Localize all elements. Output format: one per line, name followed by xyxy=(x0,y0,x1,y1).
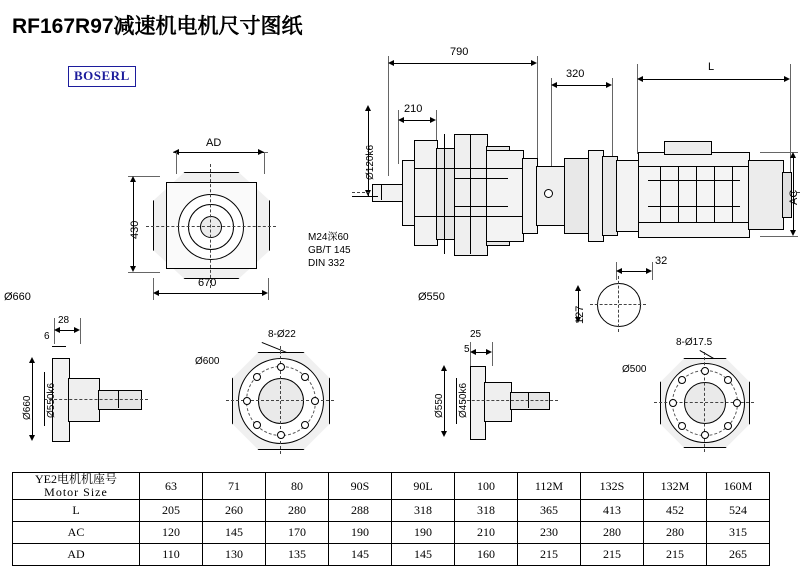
label-d660-v: Ø660 xyxy=(22,395,33,420)
table-cell: 280 xyxy=(266,500,329,522)
table-cell: 145 xyxy=(203,522,266,544)
note-m24: M24深60 xyxy=(308,232,349,243)
table-column-header: 132M xyxy=(644,473,707,500)
flange-face-b-bore xyxy=(258,378,304,424)
dim-5: 5 xyxy=(464,344,470,355)
table-column-header: 80 xyxy=(266,473,329,500)
table-cell: 230 xyxy=(518,522,581,544)
table-cell: 205 xyxy=(140,500,203,522)
table-cell: 130 xyxy=(203,544,266,566)
table-column-header: 112M xyxy=(518,473,581,500)
adapter-bolt xyxy=(544,189,553,198)
label-8x22: 8-Ø22 xyxy=(268,329,296,340)
dim-6: 6 xyxy=(44,331,50,342)
dim-d120k6: Ø120k6 xyxy=(365,144,376,180)
table-header-label: YE2电机机座号 Motor Size xyxy=(13,473,140,500)
table-column-header: 132S xyxy=(581,473,644,500)
gearbox-housing-section-3 xyxy=(454,134,488,256)
table-cell: 190 xyxy=(392,522,455,544)
label-d450k6-v: Ø450k6 xyxy=(458,382,469,418)
table-column-header: 63 xyxy=(140,473,203,500)
dim-28: 28 xyxy=(58,315,70,326)
motor-size-table xyxy=(12,472,770,566)
table-cell: 145 xyxy=(392,544,455,566)
table-cell: 365 xyxy=(518,500,581,522)
table-cell: 315 xyxy=(707,522,770,544)
gearbox-housing-section-2 xyxy=(436,148,456,240)
table-column-header: 90S xyxy=(329,473,392,500)
table-cell: 280 xyxy=(581,522,644,544)
table-cell: 215 xyxy=(581,544,644,566)
table-row xyxy=(13,544,770,566)
table-cell: 135 xyxy=(266,544,329,566)
label-d600: Ø600 xyxy=(195,356,220,367)
table-cell: 215 xyxy=(644,544,707,566)
dim-790: 790 xyxy=(450,46,469,58)
dim-32: 32 xyxy=(655,255,668,267)
table-cell: 120 xyxy=(140,522,203,544)
label-d660: Ø660 xyxy=(4,291,31,303)
table-cell: 413 xyxy=(581,500,644,522)
table-cell: 215 xyxy=(518,544,581,566)
table-cell: 452 xyxy=(644,500,707,522)
table-cell: 110 xyxy=(140,544,203,566)
table-column-header: 160M xyxy=(707,473,770,500)
gearbox-housing-section-1 xyxy=(414,140,438,246)
gearbox-housing-section-5 xyxy=(486,150,524,242)
motor-spacer xyxy=(616,160,640,232)
flange-face-d-bore xyxy=(684,382,726,424)
table-cell: 265 xyxy=(707,544,770,566)
dim-430: 430 xyxy=(129,220,141,239)
dim-25: 25 xyxy=(470,329,482,340)
table-cell: 145 xyxy=(329,544,392,566)
dim-ad-top: AD xyxy=(206,137,222,149)
flange-side-c-hub xyxy=(484,382,512,422)
label-d550k6-v: Ø550k6 xyxy=(46,382,57,418)
dim-210: 210 xyxy=(404,103,423,115)
flange-side-a-shaft xyxy=(98,390,142,410)
label-8x17-5: 8-Ø17.5 xyxy=(676,337,713,348)
dim-670: 670 xyxy=(198,277,217,289)
table-row-label: L xyxy=(13,500,140,522)
note-gbt145: GB/T 145 xyxy=(308,245,351,256)
table-cell: 170 xyxy=(266,522,329,544)
table-column-header: 100 xyxy=(455,473,518,500)
table-row-label: AD xyxy=(13,544,140,566)
note-din332: DIN 332 xyxy=(308,258,345,269)
output-shaft xyxy=(372,184,404,202)
motor-terminal-box xyxy=(664,141,712,155)
table-cell: 288 xyxy=(329,500,392,522)
table-cell: 280 xyxy=(644,522,707,544)
label-d550-mid: Ø550 xyxy=(418,291,445,303)
dim-L: L xyxy=(708,61,715,73)
table-cell: 160 xyxy=(455,544,518,566)
flange-side-c-shaft xyxy=(510,392,550,410)
flange-side-a-hub xyxy=(68,378,100,422)
label-d550-v: Ø550 xyxy=(434,393,445,418)
dim-127: 127 xyxy=(574,305,586,324)
page-title: RF167R97减速机电机尺寸图纸 xyxy=(12,15,303,38)
shaft-section-circle xyxy=(597,283,641,327)
table-cell: 318 xyxy=(455,500,518,522)
table-cell: 260 xyxy=(203,500,266,522)
output-shaft-bore xyxy=(200,216,222,238)
table-cell: 210 xyxy=(455,522,518,544)
label-d500: Ø500 xyxy=(622,364,647,375)
dim-320: 320 xyxy=(566,68,585,80)
table-column-header: 90L xyxy=(392,473,455,500)
table-cell: 190 xyxy=(329,522,392,544)
table-row xyxy=(13,522,770,544)
motor-fan-cover xyxy=(748,160,784,230)
table-cell: 318 xyxy=(392,500,455,522)
table-row xyxy=(13,500,770,522)
dim-AC: AC xyxy=(788,189,800,205)
table-cell: 524 xyxy=(707,500,770,522)
brand-logo: BOSERL xyxy=(68,66,136,87)
motor-body xyxy=(638,152,750,238)
coupling-housing xyxy=(564,158,590,234)
table-column-header: 71 xyxy=(203,473,266,500)
table-row-label: AC xyxy=(13,522,140,544)
table-header-row xyxy=(13,473,770,500)
